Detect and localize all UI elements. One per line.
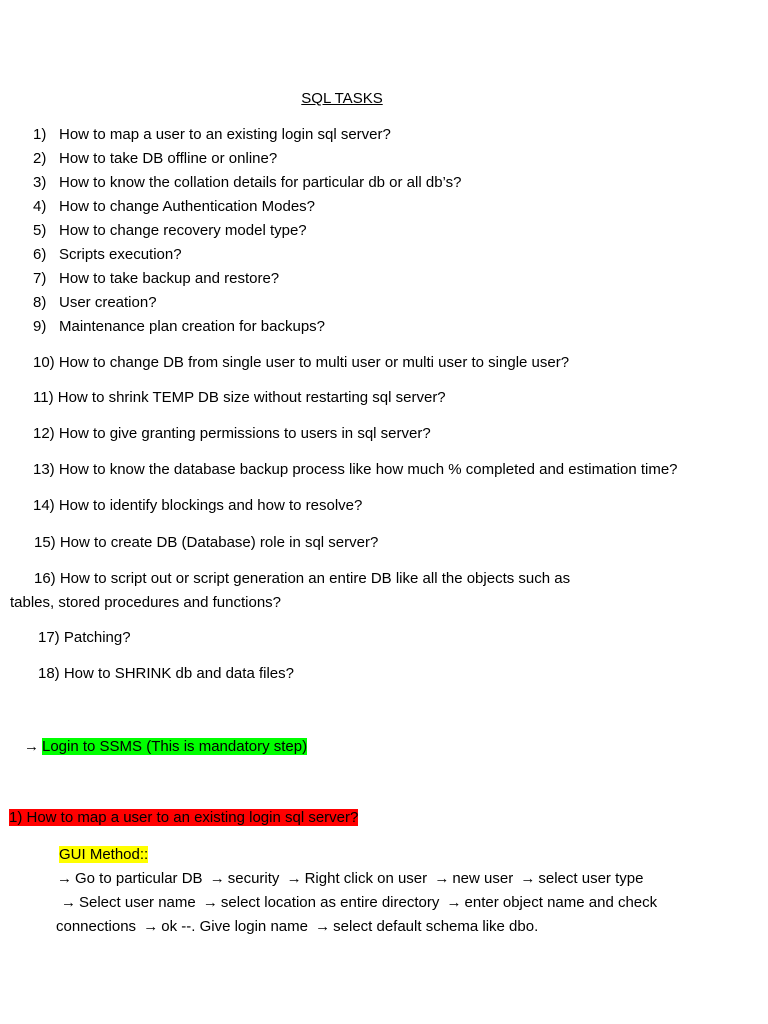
arrow-right-icon: → bbox=[209, 870, 225, 887]
page-title: SQL TASKS bbox=[301, 90, 383, 107]
arrow-right-icon: → bbox=[24, 738, 39, 755]
gui-method-label: GUI Method:: bbox=[59, 846, 149, 863]
login-step-highlight: Login to SSMS (This is mandatory step) bbox=[42, 738, 308, 755]
gui-steps-line-1: → Go to particular DB → security → Right click on user → new user → select user type bbox=[57, 870, 644, 887]
arrow-right-icon: → bbox=[286, 870, 302, 887]
task-item-15: 15) How to create DB (Database) role in sql server? bbox=[34, 534, 379, 551]
task-item-16-line-2: tables, stored procedures and functions? bbox=[10, 594, 282, 611]
task-item-12: 12) How to give granting permissions to users in sql server? bbox=[33, 425, 431, 442]
gui-steps-line-3: connections → ok --. Give login name → select default schema like dbo. bbox=[56, 918, 539, 935]
task-item-16-line-1: 16) How to script out or script generation an entire DB like all the objects such as bbox=[34, 570, 571, 587]
task-item-18: 18) How to SHRINK db and data files? bbox=[38, 665, 294, 682]
section-1-heading: 1) How to map a user to an existing login sql server? bbox=[9, 809, 359, 826]
arrow-right-icon: → bbox=[520, 870, 536, 887]
arrow-right-icon: → bbox=[57, 870, 72, 887]
task-item-10: 10) How to change DB from single user to multi user or multi user to single user? bbox=[33, 354, 570, 371]
task-item-4: 4) How to change Authentication Modes? bbox=[33, 198, 316, 215]
task-item-7: 7) How to take backup and restore? bbox=[33, 270, 280, 287]
task-item-2: 2) How to take DB offline or online? bbox=[33, 150, 278, 167]
task-item-3: 3) How to know the collation details for particular db or all db’s? bbox=[33, 174, 462, 191]
arrow-right-icon: → bbox=[202, 894, 218, 911]
task-item-14: 14) How to identify blockings and how to resolve? bbox=[33, 497, 363, 514]
task-item-6: 6) Scripts execution? bbox=[33, 246, 182, 263]
task-item-17: 17) Patching? bbox=[38, 629, 131, 646]
task-item-11: 11) How to shrink TEMP DB size without restarting sql server? bbox=[33, 389, 446, 406]
task-item-5: 5) How to change recovery model type? bbox=[33, 222, 307, 239]
task-item-1: 1) How to map a user to an existing login sql server? bbox=[33, 126, 391, 143]
gui-steps-line-2: → Select user name → select location as entire directory → enter object name and check bbox=[61, 894, 658, 911]
arrow-right-icon: → bbox=[61, 894, 76, 911]
task-item-13: 13) How to know the database backup process like how much % completed and estimation time? bbox=[33, 461, 678, 478]
arrow-right-icon: → bbox=[446, 894, 462, 911]
arrow-right-icon: → bbox=[143, 918, 159, 935]
arrow-right-icon: → bbox=[315, 918, 331, 935]
task-item-8: 8) User creation? bbox=[33, 294, 157, 311]
arrow-right-icon: → bbox=[434, 870, 450, 887]
login-step bbox=[21, 737, 307, 757]
task-item-9: 9) Maintenance plan creation for backups? bbox=[33, 318, 326, 335]
